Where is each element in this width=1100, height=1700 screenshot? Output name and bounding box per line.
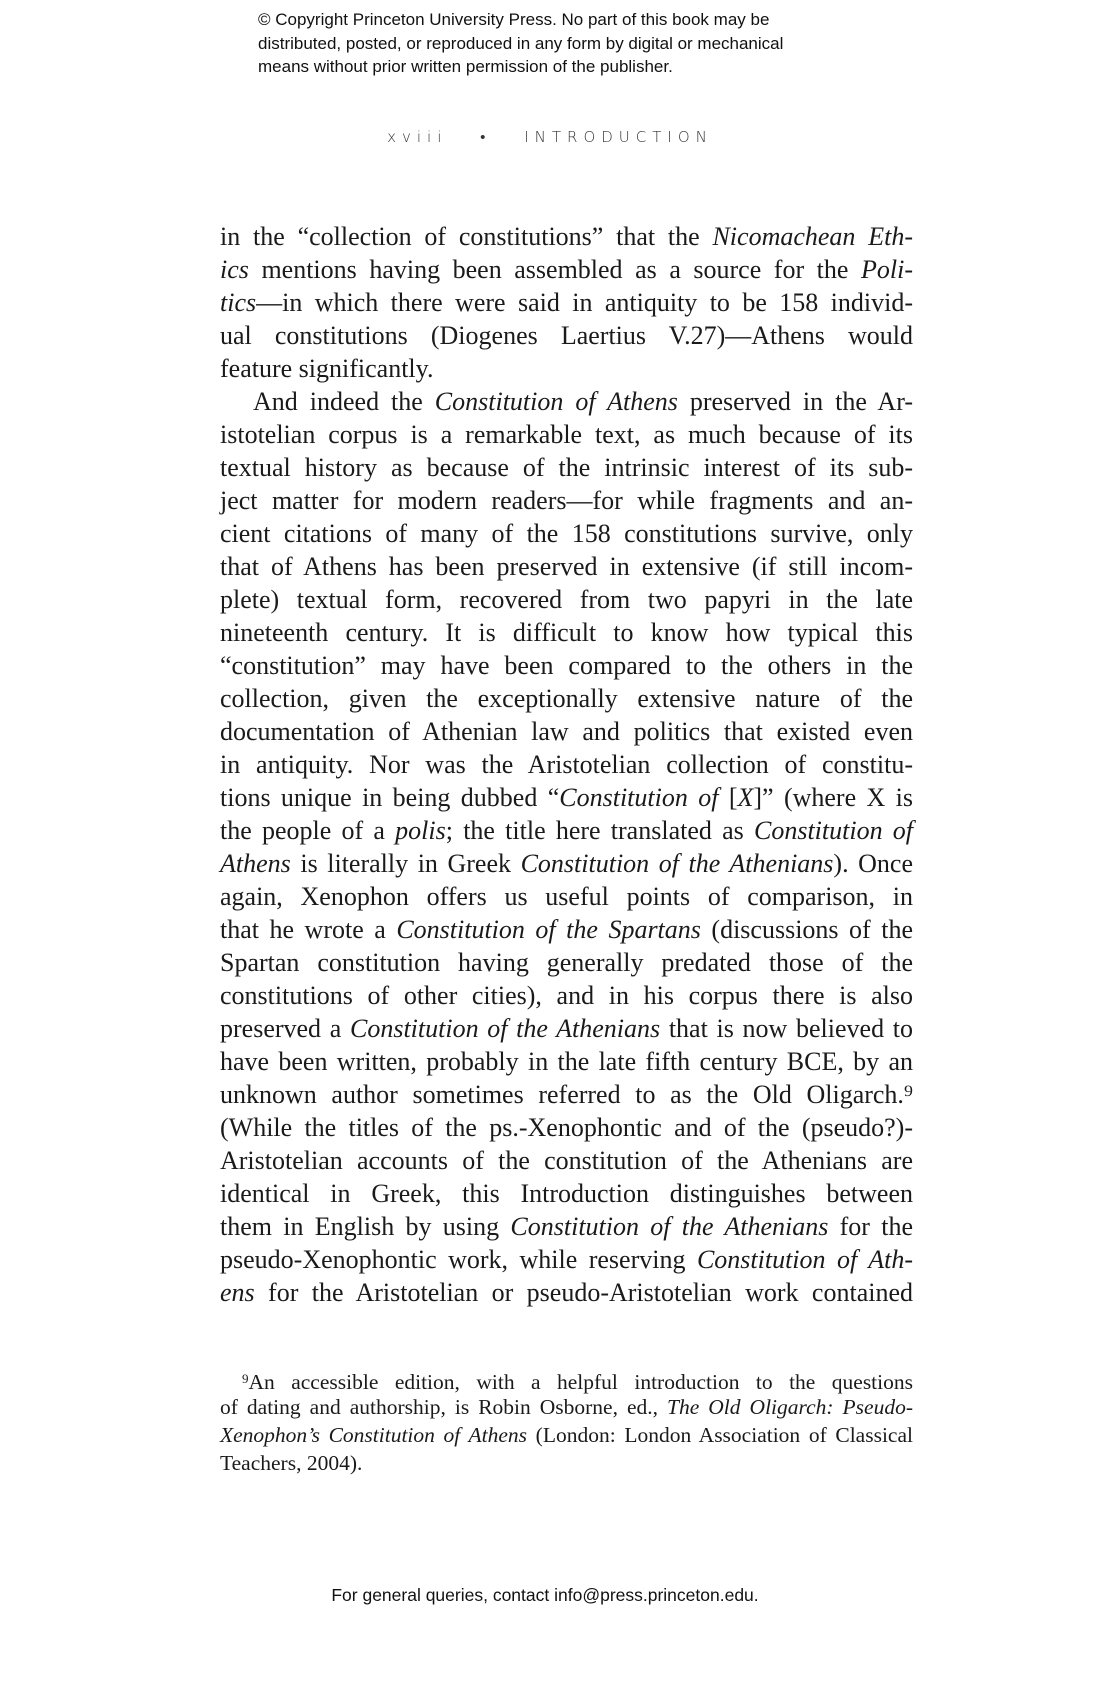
- text-run: documentation of Athenian law and politics that existed even: [220, 717, 913, 746]
- body-line: [220, 979, 913, 1012]
- text-run: that he wrote a: [220, 915, 397, 944]
- body-line: [220, 418, 913, 451]
- footnote-marker: 9: [242, 1371, 249, 1386]
- copyright-line: © Copyright Princeton University Press. No part of this book may be: [258, 10, 770, 29]
- text-run: is literally in Greek: [290, 849, 521, 878]
- text-run: Spartan constitution having generally predated those of the: [220, 948, 913, 977]
- footnote: [220, 1365, 913, 1477]
- text-run: of dating and authorship, is Robin Osborne, ed.,: [220, 1395, 668, 1419]
- text-run: An accessible edition, with a helpful introduction to the questions: [248, 1370, 913, 1394]
- text-run: mentions having been assembled as a source for the: [248, 255, 861, 284]
- italic-title: Constitution of: [559, 783, 719, 812]
- italic-title: Constitution of Ath-: [696, 1245, 913, 1274]
- text-run: in the “collection of constitutions” that the: [220, 222, 713, 251]
- text-run: ject matter for modern readers—for while fragments and an-: [220, 486, 913, 515]
- text-run: for the: [828, 1212, 913, 1241]
- body-line: [220, 1012, 913, 1045]
- body-line: [220, 1276, 913, 1309]
- body-line: [220, 484, 913, 517]
- text-run: ]” (where X is: [753, 783, 913, 812]
- text-run: have been written, probably in the late fifth century BCE, by an: [220, 1047, 913, 1076]
- italic-title: Constitution of the Athenians: [349, 1014, 661, 1043]
- page-number: xviii: [387, 128, 448, 146]
- footnote-line: [220, 1421, 913, 1449]
- text-run: them in English by using: [220, 1212, 511, 1241]
- body-line: [220, 715, 913, 748]
- text-run: textual history as because of the intrinsic interest of its sub-: [220, 453, 913, 482]
- text-run: cient citations of many of the 158 constitutions survive, only: [220, 519, 913, 548]
- body-line: [220, 1111, 913, 1144]
- footnote-line: [220, 1365, 913, 1393]
- italic-title: ens: [220, 1278, 255, 1307]
- body-line: [220, 946, 913, 979]
- footnote-line: [220, 1393, 913, 1421]
- italic-title: Xenophon’s Constitution of Athens: [220, 1423, 528, 1447]
- copyright-notice: [258, 8, 783, 79]
- body-line: [220, 550, 913, 583]
- text-run: that of Athens has been preserved in extensive (if still incom-: [220, 552, 913, 581]
- separator-bullet: •: [480, 128, 492, 146]
- text-run: ; the title here translated as: [445, 816, 754, 845]
- footer-contact: For general queries, contact info@press.princeton.edu.: [331, 1585, 759, 1605]
- italic-title: Poli-: [861, 255, 913, 284]
- text-run: for the Aristotelian or pseudo-Aristotelian work contained: [254, 1278, 913, 1307]
- text-run: nineteenth century. It is difficult to know how typical this: [220, 618, 913, 647]
- body-line: [220, 880, 913, 913]
- footnote-line: [220, 1449, 913, 1477]
- body-line: [220, 1243, 913, 1276]
- body-line: [220, 913, 913, 946]
- body-line: [220, 814, 913, 847]
- body-line: [220, 1078, 913, 1111]
- body-line: [220, 1045, 913, 1078]
- body-line: [220, 583, 913, 616]
- italic-title: tics: [220, 288, 257, 317]
- body-line: [220, 517, 913, 550]
- text-run: [: [718, 783, 738, 812]
- text-run: ual constitutions (Diogenes Laertius V.27)—Athens would: [220, 321, 913, 350]
- text-run: (London: London Association of Classical: [527, 1423, 913, 1447]
- text-run: (discussions of the: [700, 915, 913, 944]
- body-line: [220, 286, 913, 319]
- text-run: in antiquity. Nor was the Aristotelian collection of constitu-: [220, 750, 913, 779]
- text-run: that is now believed to: [660, 1014, 913, 1043]
- copyright-line: means without prior written permission of the publisher.: [258, 57, 673, 76]
- text-run: istotelian corpus is a remarkable text, as much because of its: [220, 420, 913, 449]
- section-title: INTRODUCTION: [524, 128, 713, 146]
- body-line: [220, 682, 913, 715]
- running-head: [0, 128, 1100, 146]
- italic-title: Constitution of the Athenians: [510, 1212, 829, 1241]
- text-run: tions unique in being dubbed “: [220, 783, 560, 812]
- text-run: Aristotelian accounts of the constitution of the Athenians are: [220, 1146, 913, 1175]
- body-line: [220, 1144, 913, 1177]
- body-line: [220, 1210, 913, 1243]
- body-line: [220, 319, 913, 352]
- text-run: “constitution” may have been compared to the others in the: [220, 651, 913, 680]
- text-run: feature significantly.: [220, 354, 434, 383]
- italic-title: Constitution of Athens: [434, 387, 678, 416]
- text-run: And indeed the: [253, 387, 435, 416]
- italic-title: ics: [220, 255, 249, 284]
- body-line: [220, 385, 913, 418]
- text-run: —in which there were said in antiquity to be 158 individ-: [256, 288, 913, 317]
- italic-title: The Old Oligarch: Pseudo-: [667, 1395, 913, 1419]
- italic-title: Nicomachean Eth-: [712, 222, 913, 251]
- body-text: [220, 220, 913, 1309]
- body-line: [220, 451, 913, 484]
- body-line: [220, 781, 913, 814]
- text-run: identical in Greek, this Introduction distinguishes between: [220, 1179, 913, 1208]
- italic-title: Athens: [220, 849, 291, 878]
- copyright-line: distributed, posted, or reproduced in any form by digital or mechanical: [258, 33, 784, 53]
- text-run: the people of a: [220, 816, 396, 845]
- italic-title: Constitution of the Spartans: [396, 915, 701, 944]
- italic-title: Constitution of the Athenians: [520, 849, 834, 878]
- body-line: [220, 220, 913, 253]
- italic-title: Constitution of: [753, 816, 914, 845]
- body-line: [220, 616, 913, 649]
- text-run: plete) textual form, recovered from two papyri in the late: [220, 585, 913, 614]
- text-run: ). Once: [833, 849, 913, 878]
- text-run: preserved a: [220, 1014, 350, 1043]
- text-run: pseudo-Xenophontic work, while reserving: [220, 1245, 697, 1274]
- body-line: [220, 748, 913, 781]
- body-line: [220, 649, 913, 682]
- body-line: [220, 253, 913, 286]
- body-line: [220, 847, 913, 880]
- text-run: again, Xenophon offers us useful points of comparison, in: [220, 882, 913, 911]
- body-line: [220, 1177, 913, 1210]
- text-run: Teachers, 2004).: [220, 1451, 363, 1475]
- text-run: collection, given the exceptionally extensive nature of the: [220, 684, 913, 713]
- italic-title: X: [737, 783, 754, 812]
- italic-title: polis: [395, 816, 446, 845]
- text-run: (While the titles of the ps.-Xenophontic and of the (pseudo?)-: [220, 1113, 913, 1142]
- text-run: unknown author sometimes referred to as the Old Oligarch.⁹: [220, 1080, 913, 1109]
- text-run: constitutions of other cities), and in his corpus there is also: [220, 981, 913, 1010]
- body-line: [220, 352, 913, 385]
- text-run: preserved in the Ar-: [677, 387, 913, 416]
